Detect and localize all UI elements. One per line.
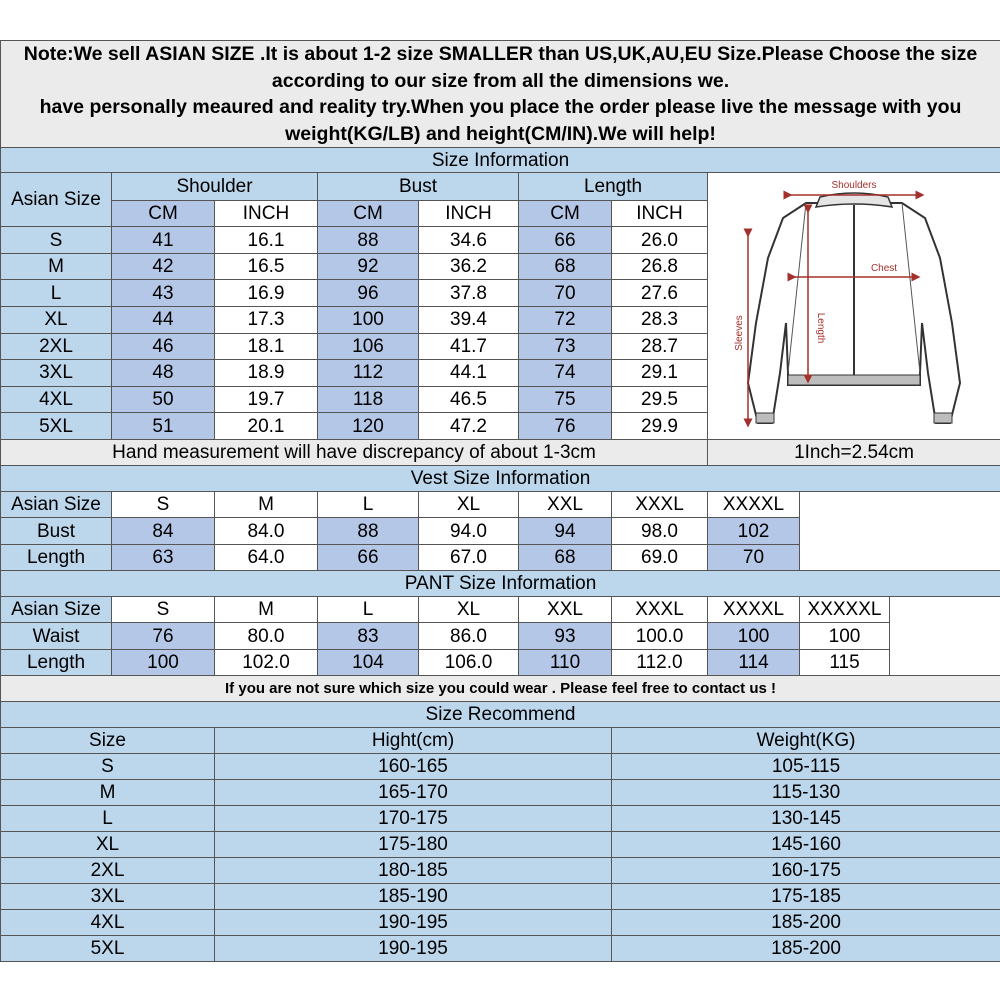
cell: 100 — [112, 650, 215, 676]
cell: 39.4 — [419, 306, 519, 333]
inch-conversion: 1Inch=2.54cm — [708, 440, 1000, 466]
size-label: 4XL — [1, 910, 215, 936]
size-label: 5XL — [1, 936, 215, 962]
cell: 102.0 — [215, 650, 318, 676]
cell: 70 — [519, 280, 612, 307]
size-label: 5XL — [1, 413, 112, 440]
cell: 26.8 — [612, 253, 708, 280]
cell: 51 — [112, 413, 215, 440]
cell: 94.0 — [419, 518, 519, 545]
jacket-diagram-cell — [708, 173, 1000, 440]
vest-header-row — [1, 492, 1000, 518]
cell: 106.0 — [419, 650, 519, 676]
cell: 27.6 — [612, 280, 708, 307]
cell: 100 — [800, 623, 890, 650]
size-label: S — [1, 754, 215, 780]
cell: 44.1 — [419, 360, 519, 387]
unit-cm: CM — [318, 200, 419, 227]
vest-size: L — [318, 492, 419, 518]
pant-size: XXXXXL — [800, 597, 890, 623]
pant-blank — [890, 597, 1000, 676]
cell: 37.8 — [419, 280, 519, 307]
cell: 102 — [708, 518, 800, 545]
size-label: L — [1, 280, 112, 307]
cell: 94 — [519, 518, 612, 545]
cell: 96 — [318, 280, 419, 307]
cell: 165-170 — [215, 780, 612, 806]
cell: 73 — [519, 333, 612, 360]
recommend-header-row — [1, 728, 1000, 754]
cell: 115-130 — [612, 780, 1000, 806]
cell: 16.1 — [215, 227, 318, 254]
cell: 100 — [318, 306, 419, 333]
cell: 145-160 — [612, 832, 1000, 858]
recommend-row — [1, 832, 1000, 858]
unit-inch: INCH — [215, 200, 318, 227]
size-label: L — [1, 806, 215, 832]
cell: 76 — [112, 623, 215, 650]
cell: 106 — [318, 333, 419, 360]
recommend-row — [1, 754, 1000, 780]
cell: 29.1 — [612, 360, 708, 387]
size-label: 4XL — [1, 386, 112, 413]
vest-size: XXXXL — [708, 492, 800, 518]
cell: 80.0 — [215, 623, 318, 650]
length-header: Length — [519, 173, 708, 201]
cell: 18.1 — [215, 333, 318, 360]
vest-title-row — [1, 466, 1000, 492]
cell: 115 — [800, 650, 890, 676]
cell: 28.3 — [612, 306, 708, 333]
pant-length-label: Length — [1, 650, 112, 676]
cell: 44 — [112, 306, 215, 333]
cell: 48 — [112, 360, 215, 387]
note-line-1: Note:We sell ASIAN SIZE .It is about 1-2 size SMALLER than US,UK,AU,EU Size.Please Choose the size according to our size from all the dimensions we. — [23, 43, 978, 92]
cell: 29.5 — [612, 386, 708, 413]
size-info-title: Size Information — [1, 148, 1000, 173]
size-label: M — [1, 253, 112, 280]
recommend-size-header: Size — [1, 728, 215, 754]
recommend-row — [1, 936, 1000, 962]
cell: 16.9 — [215, 280, 318, 307]
recommend-row — [1, 884, 1000, 910]
cell: 92 — [318, 253, 419, 280]
pant-size: XXXXL — [708, 597, 800, 623]
cell: 72 — [519, 306, 612, 333]
cell: 112.0 — [612, 650, 708, 676]
cell: 98.0 — [612, 518, 708, 545]
cell: 34.6 — [419, 227, 519, 254]
cell: 29.9 — [612, 413, 708, 440]
size-chart-sheet — [0, 40, 1000, 962]
cell: 20.1 — [215, 413, 318, 440]
recommend-height-header: Hight(cm) — [215, 728, 612, 754]
cell: 46 — [112, 333, 215, 360]
pant-size: L — [318, 597, 419, 623]
cell: 104 — [318, 650, 419, 676]
size-label: XL — [1, 832, 215, 858]
cell: 75 — [519, 386, 612, 413]
cell: 88 — [318, 518, 419, 545]
contact-note: If you are not sure which size you could wear . Please feel free to contact us ! — [1, 676, 1000, 702]
cell: 66 — [519, 227, 612, 254]
size-label: M — [1, 780, 215, 806]
cell: 114 — [708, 650, 800, 676]
cell: 66 — [318, 545, 419, 571]
cell: 175-180 — [215, 832, 612, 858]
vest-bust-label: Bust — [1, 518, 112, 545]
cell: 100 — [708, 623, 800, 650]
cell: 83 — [318, 623, 419, 650]
cell: 41.7 — [419, 333, 519, 360]
pant-header-row — [1, 597, 1000, 623]
unit-cm: CM — [519, 200, 612, 227]
diagram-sleeves-label: Sleeves — [734, 315, 746, 351]
cell: 46.5 — [419, 386, 519, 413]
vest-size: XXL — [519, 492, 612, 518]
cell: 26.0 — [612, 227, 708, 254]
cell: 112 — [318, 360, 419, 387]
cell: 16.5 — [215, 253, 318, 280]
cell: 185-190 — [215, 884, 612, 910]
pant-size: XXL — [519, 597, 612, 623]
cell: 42 — [112, 253, 215, 280]
discrepancy-note: Hand measurement will have discrepancy of about 1-3cm — [1, 440, 708, 466]
cell: 17.3 — [215, 306, 318, 333]
cell: 70 — [708, 545, 800, 571]
cell: 160-175 — [612, 858, 1000, 884]
shoulder-header: Shoulder — [112, 173, 318, 201]
cell: 190-195 — [215, 910, 612, 936]
cell: 74 — [519, 360, 612, 387]
cell: 69.0 — [612, 545, 708, 571]
cell: 68 — [519, 253, 612, 280]
cell: 36.2 — [419, 253, 519, 280]
cell: 170-175 — [215, 806, 612, 832]
pant-title-row — [1, 571, 1000, 597]
cell: 180-185 — [215, 858, 612, 884]
cell: 86.0 — [419, 623, 519, 650]
vest-blank — [800, 492, 1000, 571]
cell: 130-145 — [612, 806, 1000, 832]
recommend-row — [1, 858, 1000, 884]
contact-row — [1, 676, 1000, 702]
vest-title: Vest Size Information — [1, 466, 1000, 492]
pant-size: XL — [419, 597, 519, 623]
pant-size: XXXL — [612, 597, 708, 623]
cell: 64.0 — [215, 545, 318, 571]
pant-waist-row — [1, 623, 1000, 650]
vest-size: XXXL — [612, 492, 708, 518]
note-row — [1, 41, 1000, 148]
pant-length-row — [1, 650, 1000, 676]
unit-inch: INCH — [419, 200, 519, 227]
cell: 160-165 — [215, 754, 612, 780]
vest-length-label: Length — [1, 545, 112, 571]
discrepancy-row — [1, 440, 1000, 466]
size-label: XL — [1, 306, 112, 333]
vest-size: XL — [419, 492, 519, 518]
note-cell — [1, 41, 1000, 148]
size-label: S — [1, 227, 112, 254]
cell: 105-115 — [612, 754, 1000, 780]
size-label: 3XL — [1, 884, 215, 910]
cell: 84.0 — [215, 518, 318, 545]
cell: 19.7 — [215, 386, 318, 413]
recommend-row — [1, 910, 1000, 936]
pant-waist-label: Waist — [1, 623, 112, 650]
size-label: 2XL — [1, 333, 112, 360]
cell: 175-185 — [612, 884, 1000, 910]
size-label: 3XL — [1, 360, 112, 387]
asian-size-header: Asian Size — [1, 173, 112, 227]
pant-size: M — [215, 597, 318, 623]
cell: 118 — [318, 386, 419, 413]
size-label: 2XL — [1, 858, 215, 884]
cell: 50 — [112, 386, 215, 413]
recommend-row — [1, 780, 1000, 806]
vest-asian-size-header: Asian Size — [1, 492, 112, 518]
size-info-title-row — [1, 148, 1000, 173]
cell: 185-200 — [612, 936, 1000, 962]
recommend-title: Size Recommend — [1, 702, 1000, 728]
cell: 28.7 — [612, 333, 708, 360]
cell: 190-195 — [215, 936, 612, 962]
diagram-shoulders-label: Shoulders — [831, 180, 877, 191]
cell: 41 — [112, 227, 215, 254]
cell: 68 — [519, 545, 612, 571]
jacket-measurement-diagram — [708, 173, 1000, 435]
pant-size: S — [112, 597, 215, 623]
cell: 100.0 — [612, 623, 708, 650]
cell: 43 — [112, 280, 215, 307]
vest-size: S — [112, 492, 215, 518]
recommend-weight-header: Weight(KG) — [612, 728, 1000, 754]
size-chart-table — [0, 40, 1000, 962]
cell: 63 — [112, 545, 215, 571]
recommend-title-row — [1, 702, 1000, 728]
cell: 18.9 — [215, 360, 318, 387]
cell: 67.0 — [419, 545, 519, 571]
cell: 93 — [519, 623, 612, 650]
bust-header: Bust — [318, 173, 519, 201]
diagram-chest-label: Chest — [870, 263, 898, 274]
cell: 110 — [519, 650, 612, 676]
pant-title: PANT Size Information — [1, 571, 1000, 597]
recommend-row — [1, 806, 1000, 832]
unit-cm: CM — [112, 200, 215, 227]
cell: 88 — [318, 227, 419, 254]
cell: 185-200 — [612, 910, 1000, 936]
cell: 76 — [519, 413, 612, 440]
vest-size: M — [215, 492, 318, 518]
diagram-length-label: Length — [815, 312, 827, 344]
cell: 84 — [112, 518, 215, 545]
note-line-2: have personally meaured and reality try.When you place the order please live the message with you weight(KG/LB) and height(CM/IN).We will help! — [39, 96, 962, 145]
pant-asian-size-header: Asian Size — [1, 597, 112, 623]
unit-inch: INCH — [612, 200, 708, 227]
cell: 120 — [318, 413, 419, 440]
cell: 47.2 — [419, 413, 519, 440]
